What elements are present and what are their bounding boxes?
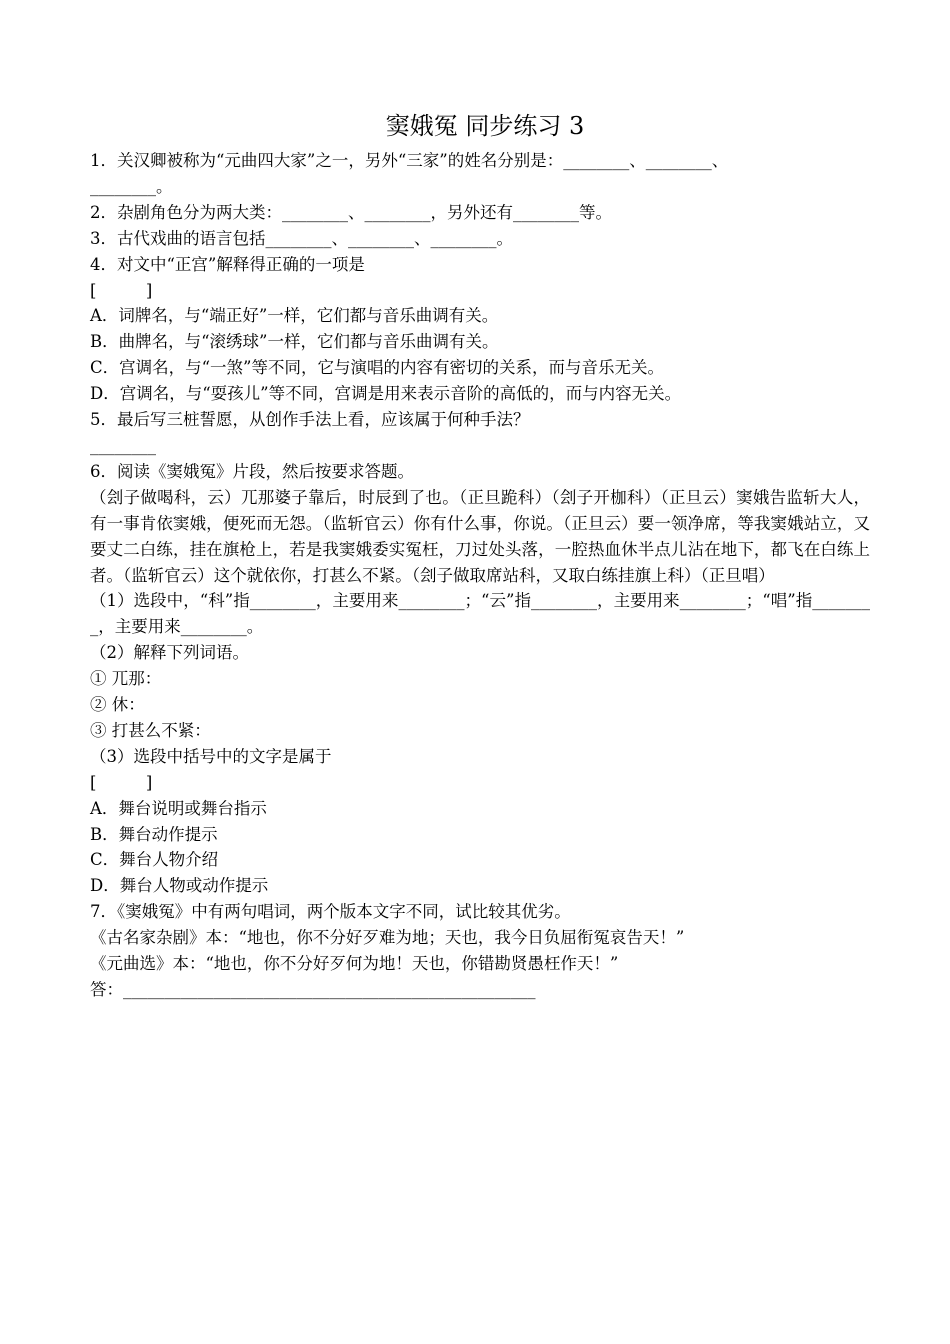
question-7-answer-line: 答：__________________________________________________ [90, 980, 536, 999]
question-4-option-a: A．词牌名，与“端正好”一样，它们都与音乐曲调有关。 [90, 306, 499, 326]
question-1-line-1: 1．关汉卿被称为“元曲四大家”之一，另外“三家”的姓名分别是：________、________、 [90, 151, 729, 170]
question-6-part-3-answer-bracket: [ ] [90, 772, 153, 792]
question-6: 6．阅读《窦娥冤》片段，然后按要求答题。 [90, 461, 414, 481]
question-4-option-b: B．曲牌名，与“滚绣球”一样，它们都与音乐曲调有关。 [90, 332, 499, 352]
question-7-version-1: 《古名家杂剧》本：“地也，你不分好歹难为地；天也，我今日负屈衔冤哀告天！” [90, 928, 685, 948]
question-6-part-3-option-d: D．舞台人物或动作提示 [90, 876, 269, 896]
question-4-option-c: C．宫调名，与“一煞”等不同，它与演唱的内容有密切的关系，而与音乐无关。 [90, 358, 664, 378]
question-6-part-3: （3）选段中括号中的文字是属于 [90, 746, 332, 766]
question-1-line-2: ________。 [90, 176, 173, 196]
question-5-answer-blank: ________ [90, 435, 156, 455]
question-6-part-1: （1）选段中，“科”指________，主要用来________；“云”指________，主要用来________；“唱”指________，主要用来________。 [90, 591, 870, 637]
question-7: 7．《窦娥冤》中有两句唱词，两个版本文字不同，试比较其优劣。 [90, 902, 571, 922]
question-4-answer-bracket: [ ] [90, 280, 153, 300]
question-5: 5．最后写三桩誓愿，从创作手法上看，应该属于何种手法？ [90, 410, 530, 430]
question-6-part-3-option-b: B．舞台动作提示 [90, 824, 218, 844]
question-6-passage: （刽子做喝科，云）兀那婆子靠后，时辰到了也。（正旦跪科）（刽子开枷科）（正旦云）窦娥告监斩大人，有一事肯依窦娥，便死而无怨。（监斩官云）你有什么事，你说。（正旦云）要一领净席，等我窦娥站立，又要丈二白练，挂在旗枪上，若是我窦娥委实冤枉，刀过处头落，一腔热血休半点儿沾在地下，都飞在白练上者。（监斩官云）这个就依你，打甚么不紧。（刽子做取席站科，又取白练挂旗上科）（正旦唱） [90, 487, 870, 585]
question-6-part-3-option-a: A．舞台说明或舞台指示 [90, 798, 267, 818]
question-6-part-2-term-a: ① 兀那： [90, 669, 162, 689]
question-6-part-2: （2）解释下列词语。 [90, 643, 249, 663]
question-7-version-2: 《元曲选》本：“地也，你不分好歹何为地！天也，你错勘贤愚枉作天！” [90, 954, 619, 974]
question-6-part-2-term-c: ③ 打甚么不紧： [90, 720, 211, 740]
question-4: 4．对文中“正宫”解释得正确的一项是 [90, 254, 365, 274]
page-title: 窦娥冤 同步练习 3 [385, 112, 585, 140]
question-6-part-2-term-b: ② 休： [90, 695, 145, 715]
question-4-option-d: D．宫调名，与“耍孩儿”等不同，宫调是用来表示音阶的高低的，而与内容无关。 [90, 384, 682, 404]
question-2: 2．杂剧角色分为两大类：________、________，另外还有________等。 [90, 202, 612, 222]
question-6-part-3-option-c: C．舞台人物介绍 [90, 850, 219, 870]
question-3: 3．古代戏曲的语言包括________、________、________。 [90, 228, 513, 248]
